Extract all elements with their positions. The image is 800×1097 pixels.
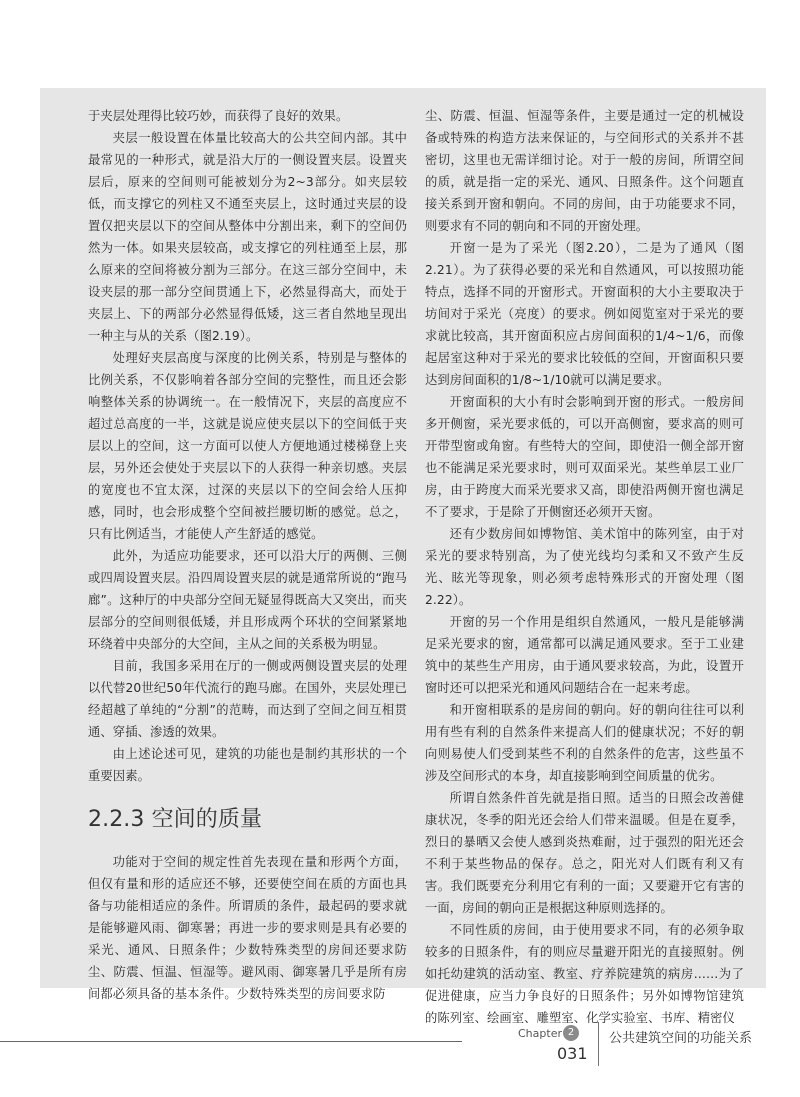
paragraph: 所谓自然条件首先就是指日照。适当的日照会改善健康状况，冬季的阳光还会给人们带来温暖。但是在夏季，烈日的暴晒又会使人感到炎热难耐，过于强烈的阳光还会不利于某些物品的保存。总之，阳光对人们既有利又有害。我们既要充分利用它有利的一面；又要避开它有害的一面，房间的朝向正是根据这种原则选择的。 — [425, 791, 744, 915]
paragraph: 和开窗相联系的是房间的朝向。好的朝向往往可以利用有些有利的自然条件来提高人们的健康状况；不好的朝向则易使人们受到某些不利的自然条件的危害，这些虽不涉及空间形式的本身，却直接影响到空间质量的优劣。 — [425, 703, 744, 783]
paragraph: 目前，我国多采用在厅的一侧或两侧设置夹层的处理以代替20世纪50年代流行的跑马廊。在国外，夹层处理已经超越了单纯的“分割”的范畴，而达到了空间之间互相贯通、穿插、渗透的效果。 — [88, 659, 407, 739]
paragraph: 还有少数房间如博物馆、美术馆中的陈列室，由于对采光的要求特别高，为了使光线均匀柔和又不致产生反光、眩光等现象，则必须考虑特殊形式的开窗处理（图2.22）。 — [425, 527, 744, 607]
chapter-title: 公共建筑空间的功能关系 — [609, 1031, 753, 1046]
paragraph: 此外，为适应功能要求，还可以沿大厅的两侧、三侧或四周设置夹层。沿四周设置夹层的就是通常所说的“跑马廊”。这种厅的中央部分空间无疑显得既高大又突出，而夹层部分的空间则很低矮，并且形成两个环状的空间紧紧地环绕着中央部分的大空间，主从之间的关系极为明显。 — [88, 549, 407, 651]
section-heading: 2.2.3 空间的质量 — [88, 807, 263, 832]
paragraph: 夹层一般设置在体量比较高大的公共空间内部。其中最常见的一种形式，就是沿大厅的一侧设置夹层。设置夹层后，原来的空间则可能被划分为2~3部分。如夹层较低，而支撑它的列柱又不通至夹层上，这时通过夹层的设置仅把夹层以下的空间从整体中分割出来，剩下的空间仍然为一体。如果夹层较高，或支撑它的列柱通至上层，那么原来的空间将被分割为三部分。在这三部分空间中，未设夹层的那一部分空间贯通上下，必然显得高大，而处于夹层上、下的两部分必然显得低矮，这三者自然地呈现出一种主与从的关系（图2.19）。 — [88, 131, 407, 343]
paragraph: 不同性质的房间，由于使用要求不同，有的必须争取较多的日照条件，有的则应尽量避开阳光的直接照射。例如托幼建筑的活动室、教室、疗养院建筑的病房……为了促进健康，应当力争良好的日照条件；另外如博物馆建筑的陈列室、绘画室、雕塑室、化学实验室、书库、精密仪 — [425, 923, 744, 1025]
footer-rule — [0, 1041, 462, 1042]
footer-divider — [598, 1022, 599, 1066]
paragraph: 功能对于空间的规定性首先表现在量和形两个方面，但仅有量和形的适应还不够，还要使空间在质的方面也具备与功能相适应的条件。所谓质的条件，最起码的要求就是能够避风雨、御寒暑；再进一步的要求则是具有必要的采光、通风、日照条件；少数特殊类型的房间还要求防尘、防震、恒温、恒湿等。避风雨、御寒暑几乎是所有房间都必须具备的基本条件。少数特殊类型的房间要求防 — [88, 855, 407, 1001]
page-number: 031 — [557, 1044, 588, 1063]
chapter-label: Chapter — [518, 1027, 562, 1040]
paragraph: 开窗面积的大小有时会影响到开窗的形式。一般房间多开侧窗，采光要求低的，可以开高侧窗，要求高的则可开带型窗或角窗。有些特大的空间，即使沿一侧全部开窗也不能满足采光要求时，则可双面采光。某些单层工业厂房，由于跨度大而采光要求又高，即使沿两侧开窗也满足不了要求，于是除了开侧窗还必须开天窗。 — [425, 395, 744, 519]
paragraph: 由上述论述可见，建筑的功能也是制约其形状的一个重要因素。 — [88, 747, 407, 783]
right-column — [425, 105, 744, 1029]
paragraph: 尘、防震、恒温、恒湿等条件，主要是通过一定的机械设备或特殊的构造方法来保证的，与空间形式的关系并不甚密切，这里也无需详细讨论。对于一般的房间，所谓空间的质，就是指一定的采光、通风、日照条件。这个问题直接关系到开窗和朝向。不同的房间，由于功能要求不同，则要求有不同的朝向和不同的开窗处理。 — [425, 109, 744, 233]
paragraph: 于夹层处理得比较巧妙，而获得了良好的效果。 — [88, 109, 349, 123]
chapter-number-badge: 2 — [563, 1025, 579, 1041]
left-column — [88, 105, 407, 1005]
paragraph: 开窗的另一个作用是组织自然通风，一般凡是能够满足采光要求的窗，通常都可以满足通风要求。至于工业建筑中的某些生产用房，由于通风要求较高，为此，设置开窗时还可以把采光和通风问题结合在一起来考虑。 — [425, 615, 744, 695]
paragraph: 处理好夹层高度与深度的比例关系，特别是与整体的比例关系，不仅影响着各部分空间的完整性，而且还会影响整体关系的协调统一。在一般情况下，夹层的高度应不超过总高度的一半，这就是说应使夹层以下的空间低于夹层以上的空间，这一方面可以使人方便地通过楼梯登上夹层，另外还会使处于夹层以下的人获得一种亲切感。夹层的宽度也不宜太深，过深的夹层以下的空间会给人压抑感，同时，也会形成整个空间被拦腰切断的感觉。总之，只有比例适当，才能使人产生舒适的感觉。 — [88, 351, 407, 541]
paragraph: 开窗一是为了采光（图2.20），二是为了通风（图2.21）。为了获得必要的采光和自然通风，可以按照功能特点，选择不同的开窗形式。开窗面积的大小主要取决于坊间对于采光（亮度）的要求。例如阅览室对于采光的要求就比较高，其开窗面积应占房间面积的1/4~1/6，而像起居室这种对于采光的要求比较低的空间，开窗面积只要达到房间面积的1/8~1/10就可以满足要求。 — [425, 241, 744, 387]
